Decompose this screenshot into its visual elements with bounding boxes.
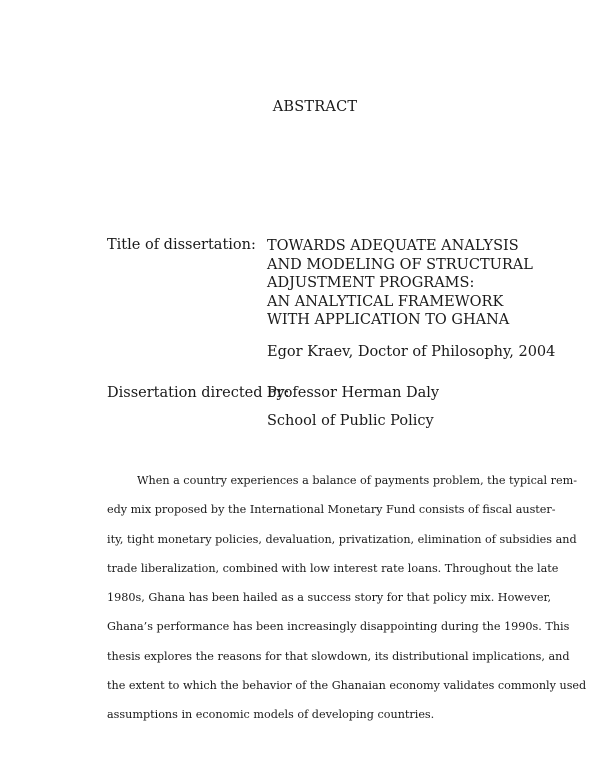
author-line: Egor Kraev, Doctor of Philosophy, 2004 [267,344,556,360]
dissertation-title [267,237,533,330]
title-line: TOWARDS ADEQUATE ANALYSIS [267,238,519,254]
title-line: AND MODELING OF STRUCTURAL [267,256,533,273]
title-label: Title of dissertation: [107,237,256,253]
title-line: ADJUSTMENT PROGRAMS: [267,275,475,291]
advisor-name: Professor Herman Daly [267,385,440,401]
directed-by-label: Dissertation directed by: [107,385,290,401]
title-line: WITH APPLICATION TO GHANA [267,312,510,328]
abstract-line: the extent to which the behavior of the Ghanaian economy validates commonly used [107,679,587,693]
page-heading: ABSTRACT [272,99,358,115]
abstract-line: trade liberalization, combined with low interest rate loans. Throughout the late [107,561,559,575]
abstract-line: Ghana’s performance has been increasingly disappointing during the 1990s. This [107,620,570,634]
abstract-line: When a country experiences a balance of payments problem, the typical rem- [137,474,578,487]
abstract-line: ity, tight monetary policies, devaluation, privatization, elimination of subsidies and [107,532,577,546]
abstract-line: thesis explores the reasons for that slowdown, its distributional implications, and [107,649,570,663]
abstract-line: assumptions in economic models of developing countries. [107,708,435,722]
title-line: AN ANALYTICAL FRAMEWORK [267,293,504,310]
school-name: School of Public Policy [267,413,434,429]
abstract-body [107,466,587,730]
abstract-line: 1980s, Ghana has been hailed as a success story for that policy mix. However, [107,591,552,605]
abstract-line: edy mix proposed by the International Monetary Fund consists of fiscal auster- [107,503,556,517]
